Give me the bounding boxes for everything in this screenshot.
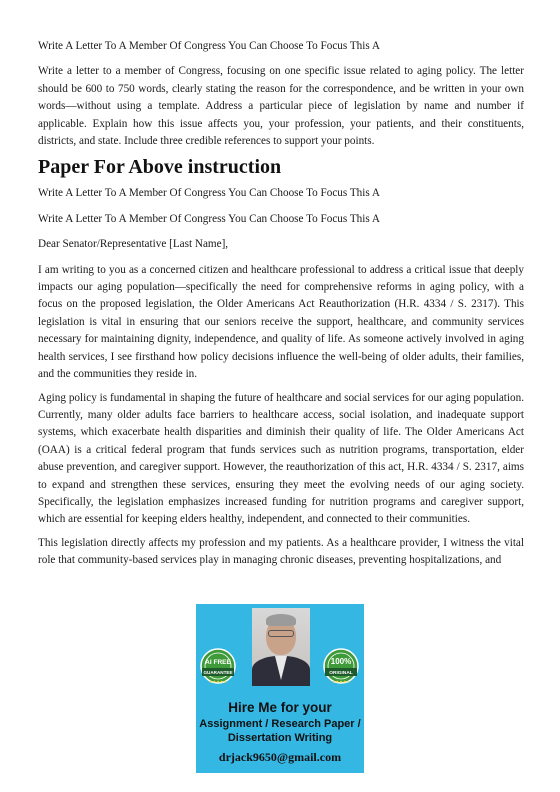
advertisement-banner[interactable] [196,604,364,773]
section-heading: Paper For Above instruction [38,156,282,179]
ad-title: Hire Me for your [228,700,332,715]
document-page [38,38,524,576]
ad-email-link[interactable]: drjack9650@gmail.com [218,750,342,764]
svg-text:★★★★★: ★★★★★ [332,679,350,684]
title-line-1: Write A Letter To A Member Of Congress You Can Choose To Focus This A [38,187,380,200]
ad-subtitle-2: Dissertation Writing [227,732,333,744]
body-paragraph-3: This legislation directly affects my profession and my patients. As a healthcare provider, I witness the vital role that community-based services play in managing chronic diseases, preventing hospitalizations, and [38,536,524,567]
author-photo [252,608,310,680]
body-paragraph-1: I am writing to you as a concerned citizen and healthcare professional to address a critical issue that deeply impacts our aging population—specifically the need for comprehensive reforms in aging policy, with a focus on the proposed legislation, the Older Americans Act Reauthorization (H.R. 4334 / S. 2317). This legislation is vital in ensuring that our seniors receive the support, healthcare, and community services necessary for maintaining dignity, independence, and quality of life. As someone actively involved in aging health services, I see firsthand how policy decisions influence the well-being of older adults, their families, and the communities they reside in. [38,263,524,381]
badge-left-line-2: GUARANTEE [203,670,233,675]
svg-text:★★★★★: ★★★★★ [209,679,227,684]
badge-right-line-2: ORIGINAL [329,671,353,676]
badge-left-line-1: AI FREE [205,659,231,666]
title-line-2: Write A Letter To A Member Of Congress You Can Choose To Focus This A [38,212,380,225]
original-badge-icon [323,648,359,688]
ad-subtitle-1: Assignment / Research Paper / [199,718,361,730]
body-paragraph-2: Aging policy is fundamental in shaping the future of healthcare and social services for our aging population. Currently, many older adults face barriers to healthcare access, social isolation, and inadequate support systems, which exacerbate health disparities and diminish their quality of life. The Older Americans Act (OAA) is a critical federal program that funds services such as nutrition programs, transportation, elder abuse prevention, and caregiver support. However, the reauthorization of this act, H.R. 4334 / S. 2317, aims to expand and strengthen these services, ensuring they meet the evolving needs of our aging society. Specifically, the legislation emphasizes increased funding for nutrition programs and caregiver support, which are essential for keeping elders healthy, independent, and connected to their communities. [38,391,524,526]
photo-glasses [268,630,294,637]
instructions-paragraph: Write a letter to a member of Congress, focusing on one specific issue related to aging policy. The letter should be 600 to 750 words, clearly stating the reason for the correspondence, and be written in your own words—without using a template. Address a particular piece of legislation by name and number if applicable. Explain how this issue affects you, your profession, your patients, and their constituents, districts, and state. Include three credible references to support your points. [38,65,524,148]
salutation: Dear Senator/Representative [Last Name], [38,238,229,251]
header-line: Write A Letter To A Member Of Congress You Can Choose To Focus This A [38,40,380,52]
photo-hair [266,614,296,626]
ai-free-badge-icon [200,648,236,688]
badge-right-line-1: 100% [330,657,352,666]
